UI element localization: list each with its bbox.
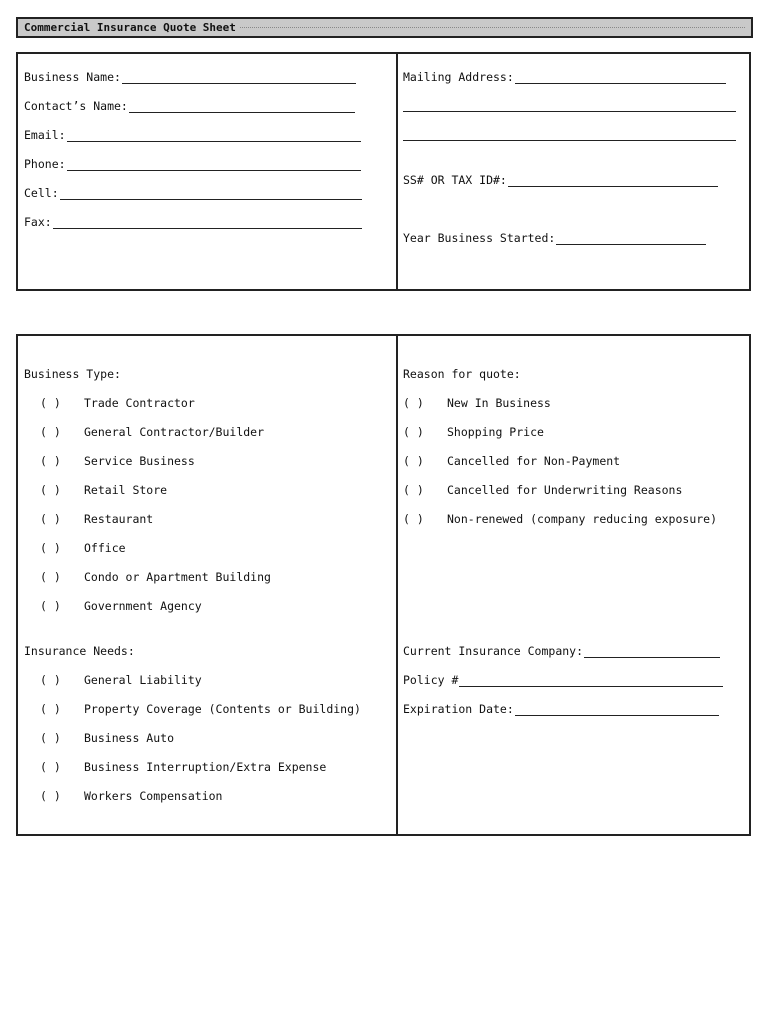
expiration-date-field[interactable] bbox=[403, 702, 719, 716]
checkbox[interactable]: ( ) bbox=[40, 789, 61, 803]
tax-id-label: SS# OR TAX ID#: bbox=[403, 173, 507, 187]
checkbox[interactable]: ( ) bbox=[40, 454, 61, 468]
checkbox[interactable]: ( ) bbox=[40, 541, 61, 555]
form-title: Commercial Insurance Quote Sheet bbox=[24, 21, 240, 34]
tax-id-line[interactable] bbox=[508, 175, 718, 187]
reason-option[interactable]: ( ) Shopping Price bbox=[403, 425, 544, 439]
mailing-address-line[interactable] bbox=[515, 72, 726, 84]
contact-name-label: Contact’s Name: bbox=[24, 99, 128, 113]
checkbox[interactable]: ( ) bbox=[403, 425, 424, 439]
contact-name-line[interactable] bbox=[129, 101, 355, 113]
contact-name-field[interactable] bbox=[24, 99, 355, 113]
insurance-needs-option[interactable]: ( ) Property Coverage (Contents or Building) bbox=[40, 702, 361, 716]
cell-line[interactable] bbox=[60, 188, 362, 200]
business-type-option[interactable]: ( ) Service Business bbox=[40, 454, 195, 468]
checkbox[interactable]: ( ) bbox=[403, 396, 424, 410]
business-type-option[interactable]: ( ) Restaurant bbox=[40, 512, 154, 526]
checkbox[interactable]: ( ) bbox=[40, 673, 61, 687]
policy-number-field[interactable] bbox=[403, 673, 723, 687]
tax-id-field[interactable] bbox=[403, 173, 718, 187]
checkbox[interactable]: ( ) bbox=[403, 483, 424, 497]
fax-line[interactable] bbox=[53, 217, 362, 229]
business-name-line[interactable] bbox=[122, 72, 356, 84]
insurance-needs-option[interactable]: ( ) General Liability bbox=[40, 673, 202, 687]
column-divider bbox=[396, 54, 398, 289]
phone-field[interactable] bbox=[24, 157, 361, 171]
current-company-line[interactable] bbox=[584, 646, 720, 658]
business-type-option[interactable]: ( ) Retail Store bbox=[40, 483, 168, 497]
business-type-option[interactable]: ( ) Office bbox=[40, 541, 126, 555]
business-type-option[interactable]: ( ) Condo or Apartment Building bbox=[40, 570, 271, 584]
mailing-address-field[interactable] bbox=[403, 70, 726, 84]
cell-label: Cell: bbox=[24, 186, 59, 200]
title-bar bbox=[16, 17, 753, 38]
business-name-field[interactable] bbox=[24, 70, 356, 84]
insurance-needs-option[interactable]: ( ) Workers Compensation bbox=[40, 789, 223, 803]
current-company-field[interactable] bbox=[403, 644, 720, 658]
checkbox[interactable]: ( ) bbox=[403, 512, 424, 526]
email-field[interactable] bbox=[24, 128, 361, 142]
current-company-label: Current Insurance Company: bbox=[403, 644, 584, 658]
checkbox[interactable]: ( ) bbox=[40, 760, 61, 774]
cell-field[interactable] bbox=[24, 186, 362, 200]
checkbox[interactable]: ( ) bbox=[40, 702, 61, 716]
phone-label: Phone: bbox=[24, 157, 66, 171]
reason-option[interactable]: ( ) Non-renewed (company reducing exposure) bbox=[403, 512, 718, 526]
mailing-address-line-2[interactable] bbox=[403, 110, 736, 112]
expiration-date-line[interactable] bbox=[515, 704, 719, 716]
checkbox[interactable]: ( ) bbox=[403, 454, 424, 468]
insurance-needs-heading: Insurance Needs: bbox=[24, 644, 135, 658]
year-started-line[interactable] bbox=[556, 233, 706, 245]
checkbox[interactable]: ( ) bbox=[40, 599, 61, 613]
insurance-needs-option[interactable]: ( ) Business Auto bbox=[40, 731, 175, 745]
business-name-label: Business Name: bbox=[24, 70, 121, 84]
reason-option[interactable]: ( ) Cancelled for Non-Payment bbox=[403, 454, 621, 468]
email-line[interactable] bbox=[67, 130, 361, 142]
checkbox[interactable]: ( ) bbox=[40, 731, 61, 745]
reason-option[interactable]: ( ) Cancelled for Underwriting Reasons bbox=[403, 483, 683, 497]
email-label: Email: bbox=[24, 128, 66, 142]
mailing-address-label: Mailing Address: bbox=[403, 70, 514, 84]
business-type-heading: Business Type: bbox=[24, 367, 121, 381]
policy-number-label: Policy # bbox=[403, 673, 459, 687]
fax-field[interactable] bbox=[24, 215, 362, 229]
year-started-label: Year Business Started: bbox=[403, 231, 556, 245]
business-details-section bbox=[16, 334, 751, 836]
column-divider bbox=[396, 336, 398, 834]
policy-number-line[interactable] bbox=[459, 675, 723, 687]
reason-heading: Reason for quote: bbox=[403, 367, 521, 381]
phone-line[interactable] bbox=[67, 159, 361, 171]
insurance-needs-option[interactable]: ( ) Business Interruption/Extra Expense bbox=[40, 760, 327, 774]
mailing-address-line-3[interactable] bbox=[403, 139, 736, 141]
business-type-option[interactable]: ( ) Trade Contractor bbox=[40, 396, 195, 410]
fax-label: Fax: bbox=[24, 215, 52, 229]
contact-info-section bbox=[16, 52, 751, 291]
checkbox[interactable]: ( ) bbox=[40, 483, 61, 497]
business-type-option[interactable]: ( ) Government Agency bbox=[40, 599, 202, 613]
business-type-option[interactable]: ( ) General Contractor/Builder bbox=[40, 425, 265, 439]
checkbox[interactable]: ( ) bbox=[40, 425, 61, 439]
reason-option[interactable]: ( ) New In Business bbox=[403, 396, 551, 410]
checkbox[interactable]: ( ) bbox=[40, 396, 61, 410]
expiration-date-label: Expiration Date: bbox=[403, 702, 514, 716]
checkbox[interactable]: ( ) bbox=[40, 570, 61, 584]
checkbox[interactable]: ( ) bbox=[40, 512, 61, 526]
year-started-field[interactable] bbox=[403, 231, 706, 245]
